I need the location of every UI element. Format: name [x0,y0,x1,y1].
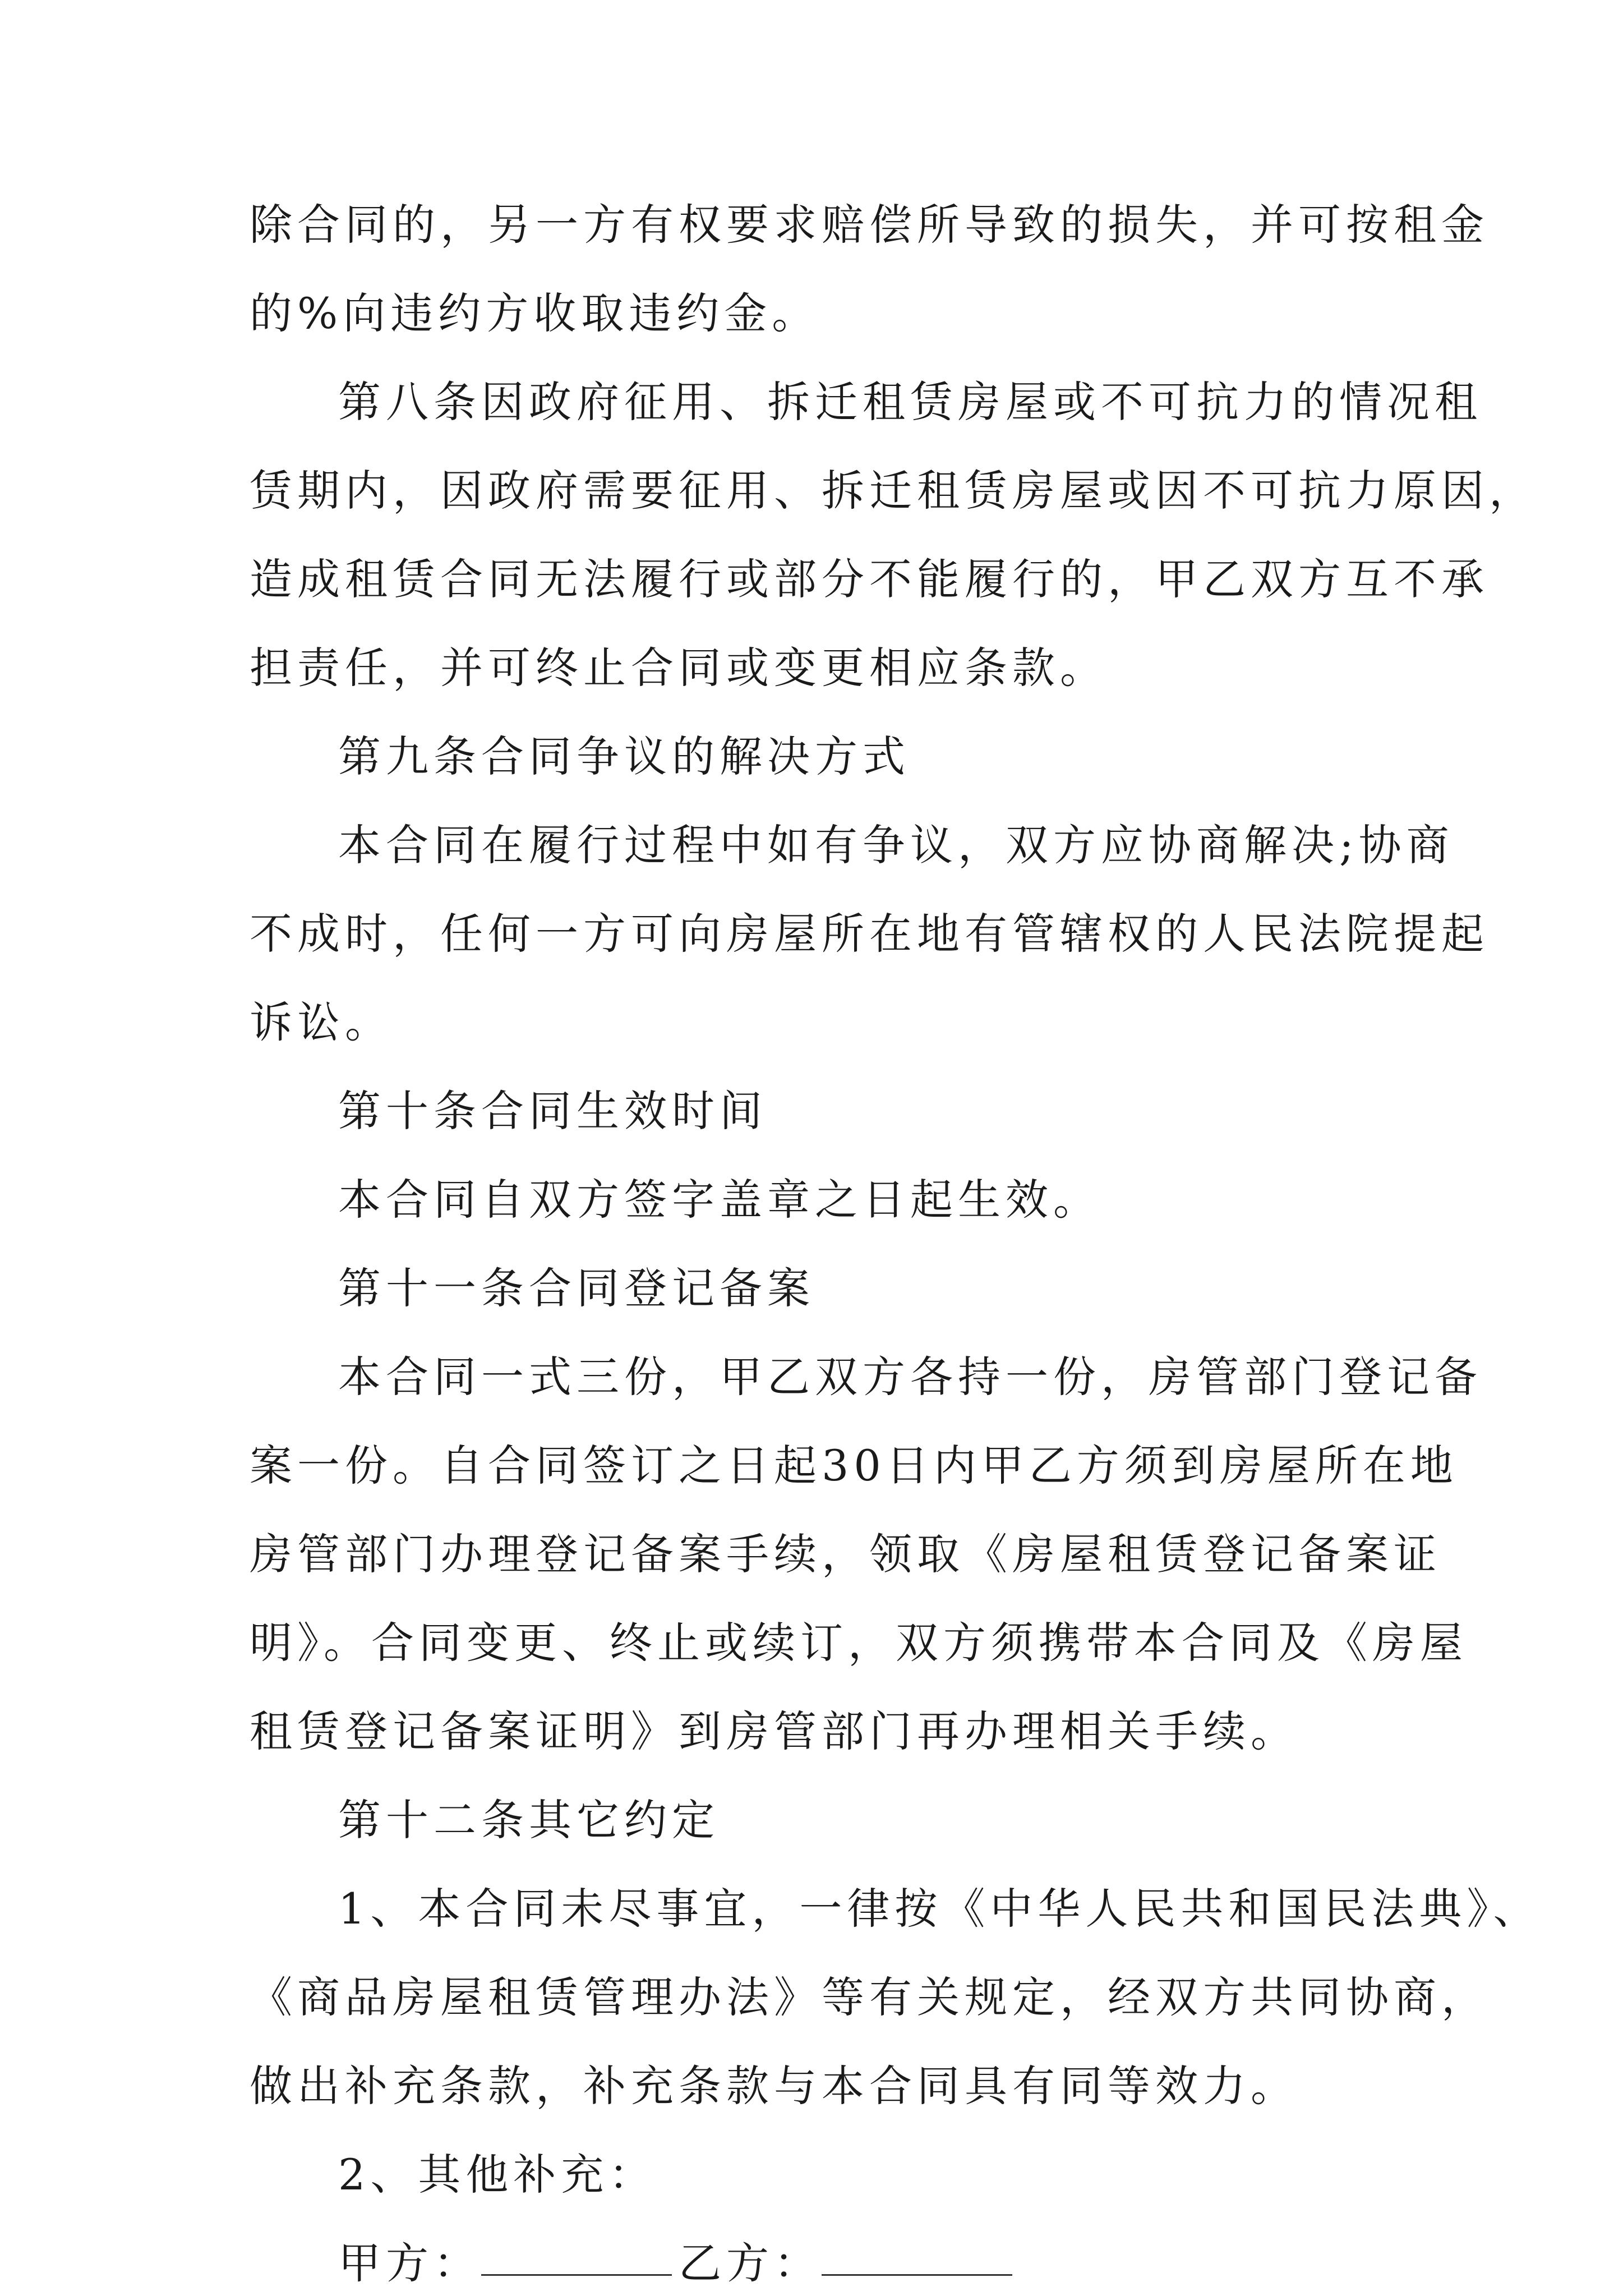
party-a-signature-blank[interactable] [481,2240,672,2276]
paragraph-line: 2、其他补充： [338,2150,657,2200]
clause-heading-10: 第十条合同生效时间 [338,1086,767,1136]
party-a-label: 甲方： [338,2238,481,2288]
paragraph-line: 诉讼。 [250,997,393,1047]
paragraph-line: 案一份。自合同签订之日起30日内甲乙方须到房屋所在地 [250,1441,1458,1490]
document-body [250,200,1541,2288]
paragraph-line: 本合同自双方签字盖章之日起生效。 [338,1175,1101,1225]
paragraph-line: 造成租赁合同无法履行或部分不能履行的，甲乙双方互不承 [250,554,1489,604]
clause-heading-9: 第九条合同争议的解决方式 [338,731,910,781]
paragraph-line: 不成时，任何一方可向房屋所在地有管辖权的人民法院提起 [250,909,1489,959]
paragraph-line: 租赁登记备案证明》到房管部门再办理相关手续。 [250,1706,1298,1756]
paragraph-line: 房管部门办理登记备案手续，领取《房屋租赁登记备案证 [250,1529,1441,1579]
party-b-label: 乙方： [679,2238,822,2288]
clause-heading-12: 第十二条其它约定 [338,1795,720,1845]
signature-row [250,2240,1388,2286]
paragraph-line: 除合同的，另一方有权要求赔偿所导致的损失，并可按租金 [250,200,1489,250]
party-b-signature-blank[interactable] [822,2240,1012,2276]
paragraph-line: 《商品房屋租赁管理办法》等有关规定，经双方共同协商， [250,1972,1489,2022]
paragraph-line: 1、本合同未尽事宜，一律按《中华人民共和国民法典》、 [338,1884,1541,1934]
paragraph-line: 本合同一式三份，甲乙双方各持一份，房管部门登记备 [338,1352,1482,1402]
paragraph-line: 做出补充条款，补充条款与本合同具有同等效力。 [250,2061,1298,2111]
paragraph-line: 明》。合同变更、终止或续订，双方须携带本合同及《房屋 [250,1618,1468,1668]
clause-heading-8: 第八条因政府征用、拆迁租赁房屋或不可抗力的情况租 [338,377,1482,427]
paragraph-line: 本合同在履行过程中如有争议，双方应协商解决;协商 [338,820,1454,870]
paragraph-line: 赁期内，因政府需要征用、拆迁租赁房屋或因不可抗力原因， [250,466,1537,516]
paragraph-line: 的%向违约方收取违约金。 [250,288,820,338]
paragraph-line: 担责任，并可终止合同或变更相应条款。 [250,643,1108,693]
clause-heading-11: 第十一条合同登记备案 [338,1263,815,1313]
